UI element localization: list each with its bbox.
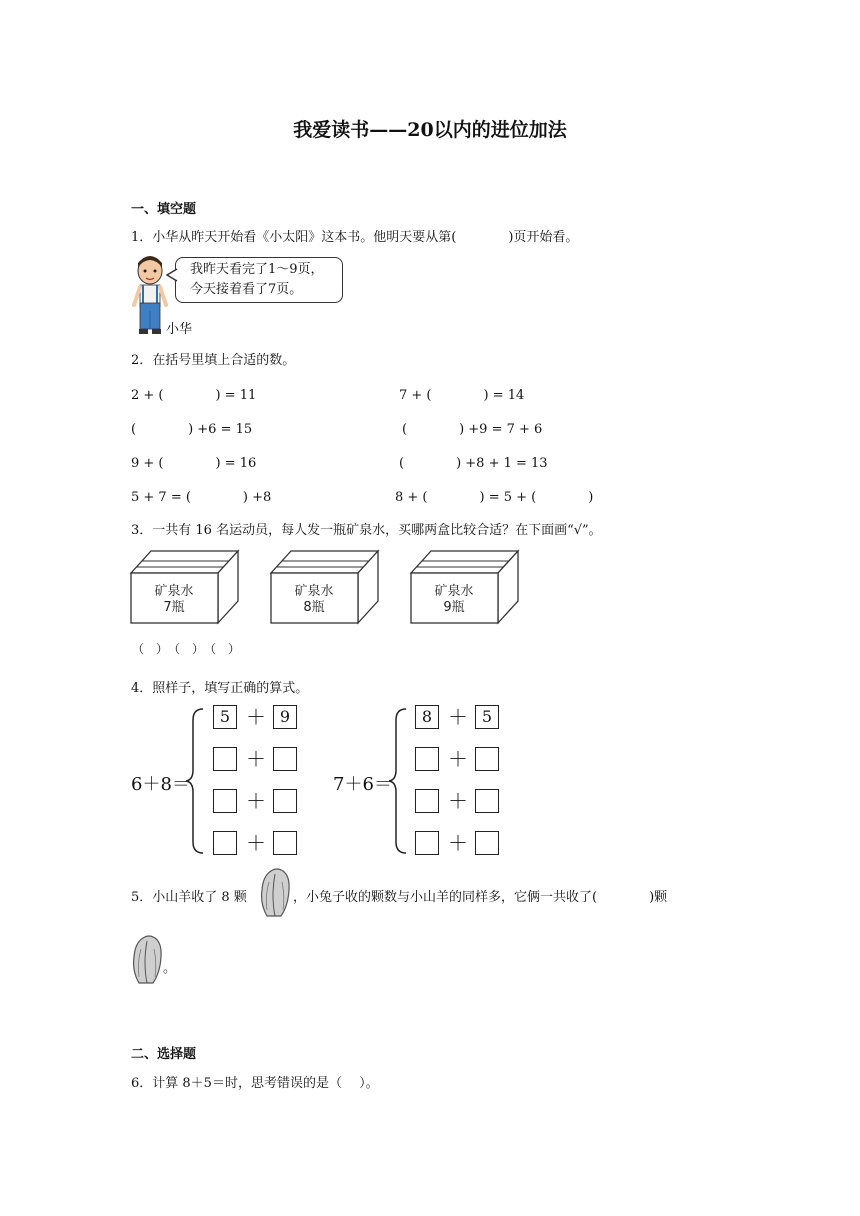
- equation: 9 + ( ) = 16: [131, 456, 257, 471]
- plus-sign: ＋: [246, 831, 266, 855]
- equation: ( ) +8 + 1 = 13: [399, 456, 548, 471]
- question-5-text-a: 5．小山羊收了 8 颗: [131, 890, 247, 905]
- equation: 5 + 7 = ( ) +8: [131, 490, 272, 505]
- blank-box[interactable]: [415, 747, 439, 771]
- plus-sign: ＋: [246, 747, 266, 771]
- blank-box[interactable]: [475, 831, 499, 855]
- question-6-text: 6．计算 8＋5＝时，思考错误的是（ ）。: [131, 1076, 379, 1091]
- plus-sign: ＋: [448, 789, 468, 813]
- plus-sign: ＋: [448, 705, 468, 729]
- blank-box[interactable]: [415, 831, 439, 855]
- plus-sign: ＋: [448, 831, 468, 855]
- blank-box[interactable]: [475, 789, 499, 813]
- bubble-line-1: 我昨天看完了1～9页，: [190, 262, 324, 277]
- question-1-text: 1．小华从昨天开始看《小太阳》这本书。他明天要从第( )页开始看。: [131, 230, 579, 245]
- blank-box[interactable]: [475, 747, 499, 771]
- page-title: 我爱读书——20以内的进位加法: [293, 119, 567, 141]
- question-2-text: 2．在括号里填上合适的数。: [131, 353, 296, 368]
- blank-box[interactable]: [415, 789, 439, 813]
- right-brace: [388, 708, 408, 854]
- plus-sign: ＋: [246, 705, 266, 729]
- example-addend-2: 9: [273, 705, 297, 729]
- example-addend-1: 5: [213, 705, 237, 729]
- speech-bubble: [175, 257, 343, 303]
- blank-box[interactable]: [273, 831, 297, 855]
- blank-box[interactable]: [213, 789, 237, 813]
- question-5-text-c: 。: [163, 961, 177, 976]
- equation: 2 + ( ) = 11: [131, 388, 257, 403]
- question-5-text-b: ，小兔子收的颗数与小山羊的同样多，它俩一共收了( )颗: [293, 890, 668, 905]
- water-box-9: [408, 549, 520, 625]
- bubble-tail: [166, 268, 178, 282]
- right-expression: 7＋6＝: [333, 774, 392, 795]
- example-addend-2: 5: [475, 705, 499, 729]
- cabbage-icon: [129, 933, 165, 985]
- section-choice-title: 二、选择题: [131, 1047, 197, 1062]
- character-name: 小华: [166, 322, 193, 337]
- equation: ( ) +9 = 7 + 6: [402, 422, 543, 437]
- box-label: 矿泉水: [434, 584, 474, 599]
- box-count: 7瓶: [163, 600, 185, 615]
- box-label: 矿泉水: [154, 584, 194, 599]
- blank-box[interactable]: [273, 747, 297, 771]
- equation: 8 + ( ) = 5 + ( ): [395, 490, 594, 505]
- bubble-line-2: 今天接着看了7页。: [190, 282, 303, 297]
- blank-box[interactable]: [213, 831, 237, 855]
- box-label: 矿泉水: [294, 584, 334, 599]
- blank-box[interactable]: [213, 747, 237, 771]
- answer-brackets[interactable]: （ ） （ ） （ ）: [132, 642, 241, 656]
- question-3-text: 3．一共有 16 名运动员，每人发一瓶矿泉水，买哪两盒比较合适？在下面画“√”。: [131, 523, 602, 538]
- example-addend-1: 8: [415, 705, 439, 729]
- blank-box[interactable]: [273, 789, 297, 813]
- equation: ( ) +6 = 15: [131, 422, 253, 437]
- box-count: 8瓶: [303, 600, 325, 615]
- box-count: 9瓶: [443, 600, 465, 615]
- plus-sign: ＋: [246, 789, 266, 813]
- water-box-7: [128, 549, 240, 625]
- section-fill-in-title: 一、填空题: [131, 202, 197, 217]
- water-box-8: [268, 549, 380, 625]
- cabbage-icon: [257, 866, 293, 918]
- question-4-text: 4．照样子，填写正确的算式。: [131, 681, 309, 696]
- equation: 7 + ( ) = 14: [399, 388, 525, 403]
- plus-sign: ＋: [448, 747, 468, 771]
- left-brace: [185, 708, 205, 854]
- left-expression: 6＋8＝: [131, 774, 190, 795]
